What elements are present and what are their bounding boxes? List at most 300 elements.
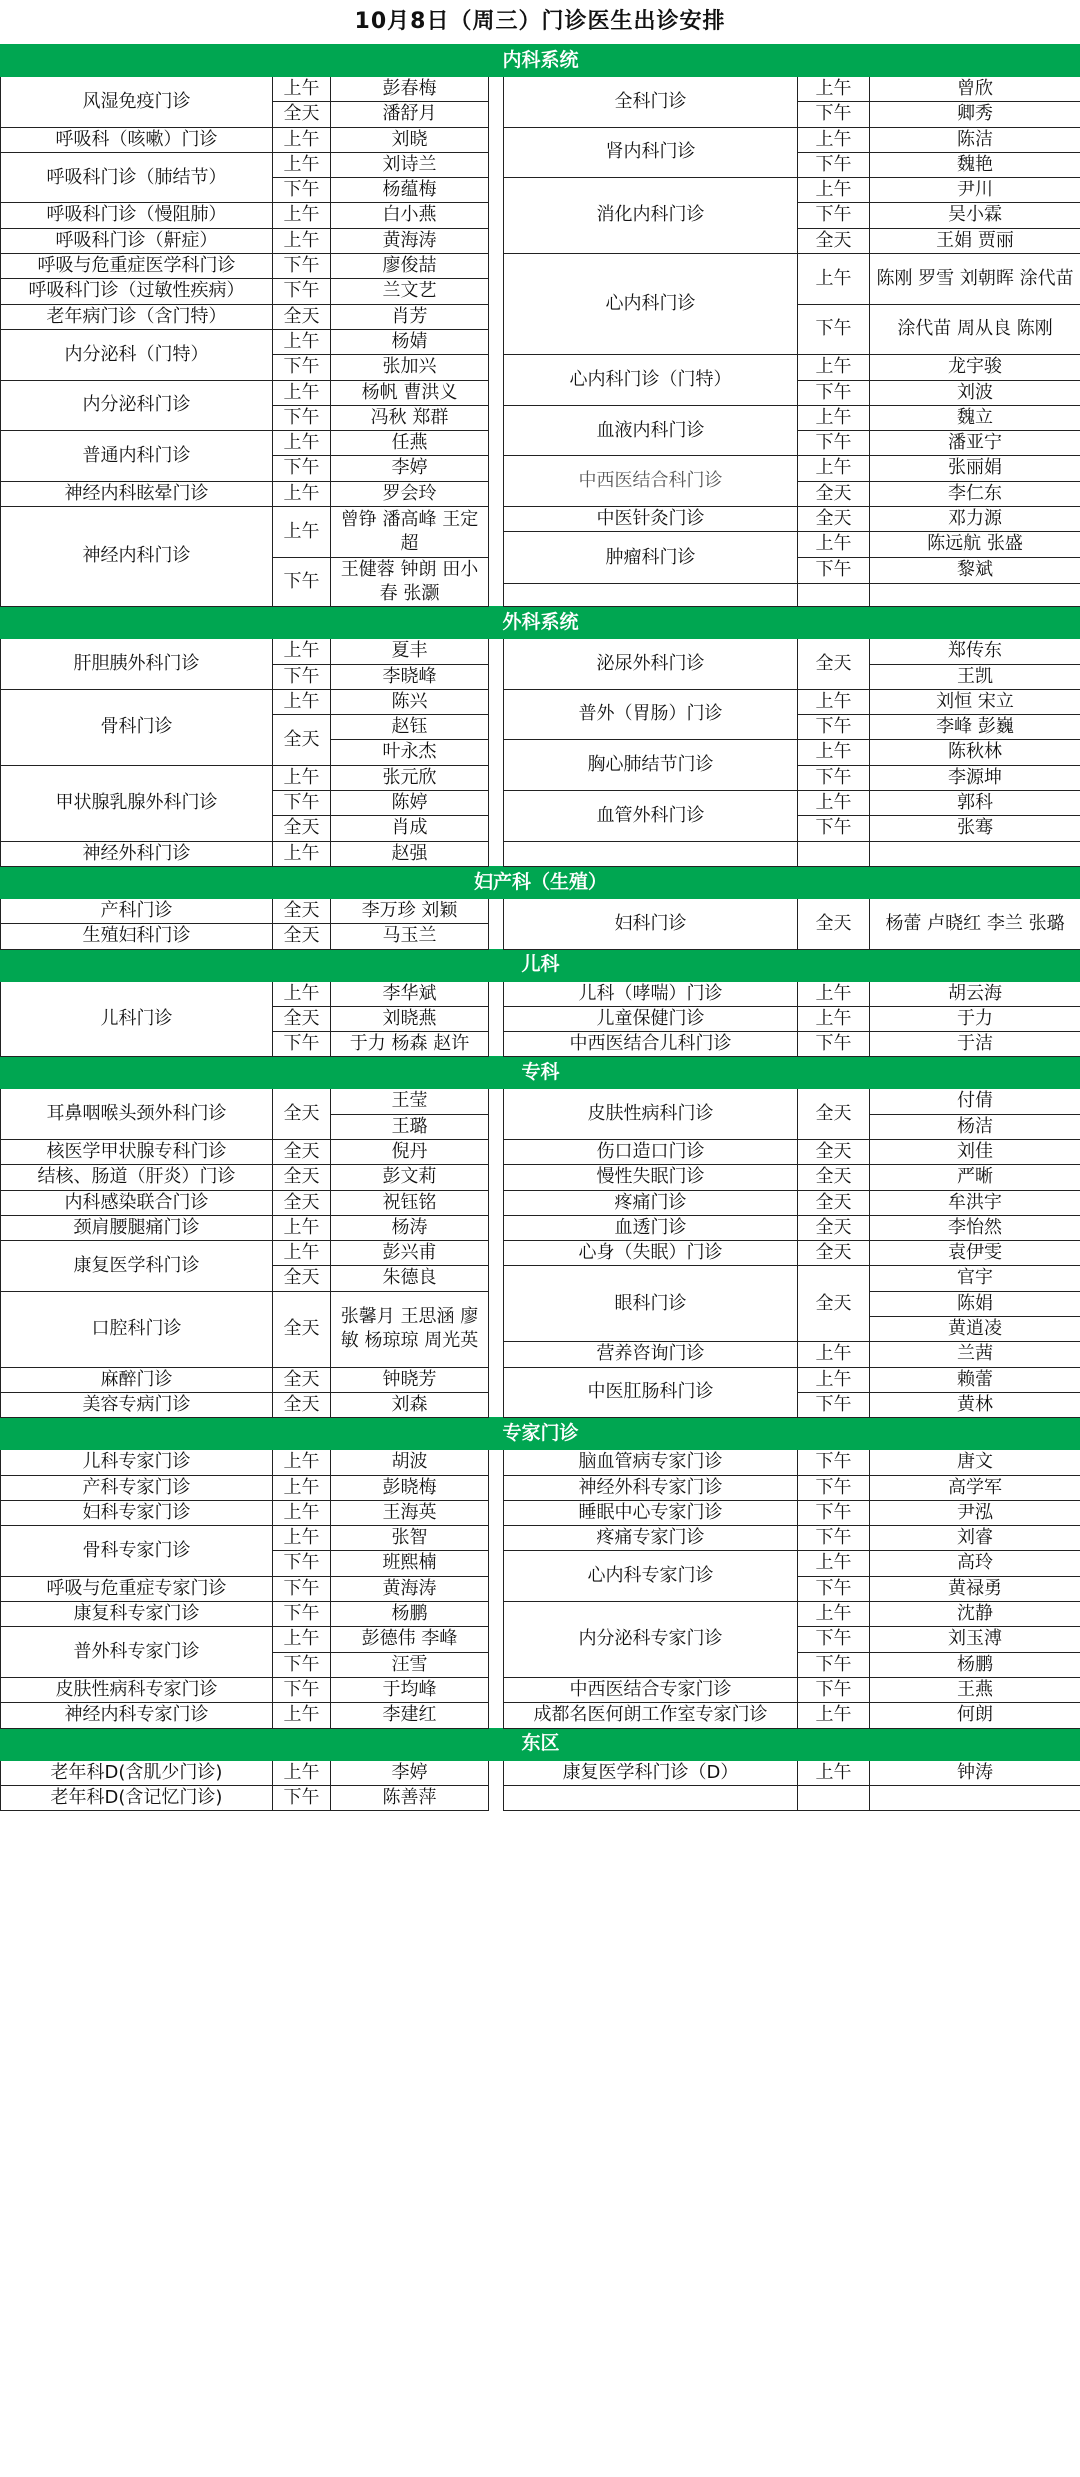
doctor-names: 尹川 <box>870 178 1080 203</box>
clinic-name: 成都名医何朗工作室专家门诊 <box>504 1703 798 1728</box>
section-header <box>1 1418 1080 1450</box>
time-slot: 上午 <box>798 254 870 305</box>
doctor-names: 邓力源 <box>870 507 1080 532</box>
time-slot: 上午 <box>798 1006 870 1031</box>
doctor-names: 任燕 <box>331 431 489 456</box>
section-title: 东区 <box>1 1728 1080 1760</box>
doctor-names: 祝钰铭 <box>331 1190 489 1215</box>
doctor-names: 张丽娟 <box>870 456 1080 481</box>
time-slot: 全天 <box>273 1392 331 1417</box>
section-header <box>1 1057 1080 1089</box>
doctor-names: 刘诗兰 <box>331 152 489 177</box>
doctor-names: 彭春梅 <box>331 77 489 102</box>
table-row <box>1 1602 1080 1627</box>
doctor-names: 李峰 彭巍 <box>870 715 1080 740</box>
doctor-names: 黄禄勇 <box>870 1576 1080 1601</box>
clinic-name: 全科门诊 <box>504 77 798 128</box>
clinic-name: 呼吸科门诊（鼾症） <box>1 228 273 253</box>
clinic-name: 内分泌科门诊 <box>1 380 273 431</box>
doctor-names: 郭科 <box>870 791 1080 816</box>
time-slot: 上午 <box>798 1760 870 1785</box>
doctor-names: 陈婷 <box>331 791 489 816</box>
time-slot: 上午 <box>273 765 331 790</box>
time-slot: 全天 <box>273 102 331 127</box>
section-header <box>1 949 1080 981</box>
time-slot: 上午 <box>273 1450 331 1475</box>
doctor-names: 杨涛 <box>331 1215 489 1240</box>
clinic-name: 中西医结合专家门诊 <box>504 1677 798 1702</box>
table-row <box>1 1367 1080 1392</box>
time-slot: 全天 <box>798 1215 870 1240</box>
clinic-name: 普外（胃肠）门诊 <box>504 689 798 740</box>
time-slot: 全天 <box>798 228 870 253</box>
time-slot: 下午 <box>798 1652 870 1677</box>
time-slot: 上午 <box>798 1367 870 1392</box>
table-row <box>1 1677 1080 1702</box>
clinic-name: 儿科（哮喘）门诊 <box>504 981 798 1006</box>
clinic-name: 风湿免疫门诊 <box>1 77 273 128</box>
doctor-names: 刘睿 <box>870 1526 1080 1551</box>
doctor-names: 吴小霖 <box>870 203 1080 228</box>
clinic-name: 麻醉门诊 <box>1 1367 273 1392</box>
section-header <box>1 45 1080 77</box>
clinic-name: 呼吸科（咳嗽）门诊 <box>1 127 273 152</box>
section-header <box>1 866 1080 898</box>
doctor-names: 王娟 贾丽 <box>870 228 1080 253</box>
time-slot: 下午 <box>798 1475 870 1500</box>
doctor-names: 罗会玲 <box>331 481 489 506</box>
time-slot: 上午 <box>798 791 870 816</box>
doctor-names: 于力 <box>870 1006 1080 1031</box>
time-slot: 全天 <box>798 1266 870 1342</box>
time-slot: 下午 <box>273 1785 331 1810</box>
time-slot: 上午 <box>273 481 331 506</box>
time-slot: 上午 <box>273 152 331 177</box>
doctor-names: 肖成 <box>331 816 489 841</box>
time-slot: 下午 <box>798 816 870 841</box>
doctor-names: 李婷 <box>331 456 489 481</box>
section-title: 内科系统 <box>1 45 1080 77</box>
doctor-names: 李婷 <box>331 1760 489 1785</box>
clinic-name <box>504 841 798 866</box>
time-slot: 下午 <box>273 1551 331 1576</box>
doctor-names: 钟涛 <box>870 1760 1080 1785</box>
doctor-names: 刘森 <box>331 1392 489 1417</box>
clinic-name: 睡眠中心专家门诊 <box>504 1500 798 1525</box>
time-slot: 全天 <box>273 1291 331 1367</box>
time-slot: 上午 <box>273 77 331 102</box>
clinic-name: 核医学甲状腺专科门诊 <box>1 1139 273 1164</box>
section-header <box>1 1728 1080 1760</box>
doctor-names: 李仁东 <box>870 481 1080 506</box>
doctor-names: 曾欣 <box>870 77 1080 102</box>
doctor-names: 魏立 <box>870 405 1080 430</box>
time-slot: 全天 <box>273 1139 331 1164</box>
doctor-names: 倪丹 <box>331 1139 489 1164</box>
clinic-name: 耳鼻咽喉头颈外科门诊 <box>1 1089 273 1140</box>
doctor-names: 刘晓 <box>331 127 489 152</box>
doctor-names: 杨鹏 <box>870 1652 1080 1677</box>
doctor-names: 袁伊雯 <box>870 1241 1080 1266</box>
time-slot: 下午 <box>273 178 331 203</box>
time-slot: 上午 <box>273 1500 331 1525</box>
doctor-names: 胡波 <box>331 1450 489 1475</box>
clinic-name: 血液内科门诊 <box>504 405 798 456</box>
clinic-name <box>504 1785 798 1810</box>
clinic-name: 生殖妇科门诊 <box>1 924 273 949</box>
column-separator <box>489 77 504 607</box>
time-slot: 全天 <box>798 481 870 506</box>
doctor-names: 潘舒月 <box>331 102 489 127</box>
doctor-names: 唐文 <box>870 1450 1080 1475</box>
doctor-names: 朱德良 <box>331 1266 489 1291</box>
clinic-name: 肾内科门诊 <box>504 127 798 178</box>
table-row <box>1 981 1080 1006</box>
doctor-names: 张智 <box>331 1526 489 1551</box>
doctor-names: 胡云海 <box>870 981 1080 1006</box>
clinic-name: 中医肛肠科门诊 <box>504 1367 798 1418</box>
time-slot: 上午 <box>798 77 870 102</box>
time-slot: 下午 <box>273 355 331 380</box>
table-row <box>1 1760 1080 1785</box>
clinic-name: 中西医结合儿科门诊 <box>504 1032 798 1057</box>
table-row <box>1 507 1080 532</box>
time-slot: 上午 <box>798 1703 870 1728</box>
doctor-names: 李建红 <box>331 1703 489 1728</box>
time-slot: 全天 <box>273 1089 331 1140</box>
clinic-name: 美容专病门诊 <box>1 1392 273 1417</box>
time-slot: 上午 <box>273 1475 331 1500</box>
clinic-name: 康复医学科门诊 <box>1 1241 273 1292</box>
doctor-names: 陈刚 罗雪 刘朝晖 涂代苗 <box>870 254 1080 305</box>
doctor-names: 班熙楠 <box>331 1551 489 1576</box>
clinic-name: 老年科D(含肌少门诊) <box>1 1760 273 1785</box>
doctor-names: 兰文艺 <box>331 279 489 304</box>
time-slot: 上午 <box>273 639 331 664</box>
doctor-names: 杨蕴梅 <box>331 178 489 203</box>
doctor-names <box>870 841 1080 866</box>
clinic-name: 皮肤性病科专家门诊 <box>1 1677 273 1702</box>
table-row <box>1 1089 1080 1114</box>
time-slot: 下午 <box>798 1032 870 1057</box>
doctor-names: 黄海涛 <box>331 228 489 253</box>
clinic-name: 内科感染联合门诊 <box>1 1190 273 1215</box>
doctor-names: 黄海涛 <box>331 1576 489 1601</box>
time-slot: 全天 <box>798 1139 870 1164</box>
clinic-name: 老年科D(含记忆门诊) <box>1 1785 273 1810</box>
time-slot: 上午 <box>798 355 870 380</box>
time-slot: 上午 <box>273 1760 331 1785</box>
time-slot: 上午 <box>273 127 331 152</box>
table-row <box>1 639 1080 664</box>
doctor-names: 杨帆 曹洪义 <box>331 380 489 405</box>
time-slot: 下午 <box>273 405 331 430</box>
time-slot: 下午 <box>798 1450 870 1475</box>
clinic-name: 康复医学科门诊（D） <box>504 1760 798 1785</box>
time-slot: 上午 <box>798 456 870 481</box>
time-slot: 上午 <box>798 127 870 152</box>
table-row <box>1 1215 1080 1240</box>
table-row <box>1 841 1080 866</box>
time-slot: 全天 <box>798 1190 870 1215</box>
time-slot: 上午 <box>798 1602 870 1627</box>
time-slot: 上午 <box>798 740 870 765</box>
time-slot: 下午 <box>273 254 331 279</box>
time-slot: 上午 <box>273 1703 331 1728</box>
doctor-names: 官宇 <box>870 1266 1080 1291</box>
time-slot: 上午 <box>798 1551 870 1576</box>
time-slot: 下午 <box>273 1602 331 1627</box>
table-row <box>1 1139 1080 1164</box>
time-slot: 上午 <box>273 1526 331 1551</box>
time-slot: 全天 <box>273 1006 331 1031</box>
time-slot: 全天 <box>273 924 331 949</box>
clinic-name: 疼痛专家门诊 <box>504 1526 798 1551</box>
time-slot: 上午 <box>273 1215 331 1240</box>
time-slot: 上午 <box>273 981 331 1006</box>
table-row <box>1 689 1080 714</box>
section-title: 妇产科（生殖） <box>1 866 1080 898</box>
section-title: 外科系统 <box>1 607 1080 639</box>
table-row <box>1 127 1080 152</box>
time-slot: 下午 <box>273 1032 331 1057</box>
time-slot: 全天 <box>273 304 331 329</box>
time-slot: 上午 <box>273 203 331 228</box>
doctor-names: 魏艳 <box>870 152 1080 177</box>
time-slot: 上午 <box>273 689 331 714</box>
time-slot: 全天 <box>273 1165 331 1190</box>
doctor-names: 刘佳 <box>870 1139 1080 1164</box>
doctor-names: 王莹 <box>331 1089 489 1114</box>
time-slot: 全天 <box>273 1266 331 1291</box>
table-row <box>1 1500 1080 1525</box>
clinic-name: 颈肩腰腿痛门诊 <box>1 1215 273 1240</box>
time-slot: 全天 <box>798 639 870 690</box>
doctor-names: 何朗 <box>870 1703 1080 1728</box>
doctor-names: 李万珍 刘颖 <box>331 898 489 923</box>
clinic-name: 普通内科门诊 <box>1 431 273 482</box>
clinic-name: 肝胆胰外科门诊 <box>1 639 273 690</box>
doctor-names: 潘亚宁 <box>870 431 1080 456</box>
doctor-names: 王健蓉 钟朗 田小春 张灏 <box>331 557 489 607</box>
clinic-name: 血管外科门诊 <box>504 791 798 842</box>
doctor-names: 王凯 <box>870 664 1080 689</box>
clinic-name: 呼吸科门诊（肺结节） <box>1 152 273 203</box>
time-slot: 全天 <box>798 1089 870 1140</box>
doctor-names: 陈善萍 <box>331 1785 489 1810</box>
clinic-name: 皮肤性病科门诊 <box>504 1089 798 1140</box>
clinic-name: 妇科门诊 <box>504 898 798 949</box>
column-separator <box>489 639 504 867</box>
doctor-names: 严晰 <box>870 1165 1080 1190</box>
doctor-names: 郑传东 <box>870 639 1080 664</box>
clinic-name: 骨科专家门诊 <box>1 1526 273 1577</box>
doctor-names: 杨洁 <box>870 1114 1080 1139</box>
doctor-names: 钟晓芳 <box>331 1367 489 1392</box>
clinic-name: 营养咨询门诊 <box>504 1342 798 1367</box>
doctor-names: 廖俊喆 <box>331 254 489 279</box>
time-slot: 下午 <box>273 1576 331 1601</box>
time-slot: 下午 <box>798 102 870 127</box>
clinic-name: 神经外科专家门诊 <box>504 1475 798 1500</box>
section-title: 儿科 <box>1 949 1080 981</box>
clinic-name: 呼吸科门诊（慢阻肺） <box>1 203 273 228</box>
column-separator <box>489 1089 504 1418</box>
clinic-name: 神经内科眩晕门诊 <box>1 481 273 506</box>
doctor-names: 兰茜 <box>870 1342 1080 1367</box>
doctor-names: 陈秋林 <box>870 740 1080 765</box>
doctor-names: 汪雪 <box>331 1652 489 1677</box>
time-slot: 下午 <box>798 152 870 177</box>
time-slot: 上午 <box>798 689 870 714</box>
clinic-name: 儿科门诊 <box>1 981 273 1057</box>
time-slot: 下午 <box>798 380 870 405</box>
doctor-names <box>870 584 1080 607</box>
time-slot: 全天 <box>273 1190 331 1215</box>
doctor-names: 冯秋 郑群 <box>331 405 489 430</box>
clinic-name: 胸心肺结节门诊 <box>504 740 798 791</box>
doctor-names: 高学军 <box>870 1475 1080 1500</box>
doctor-names: 叶永杰 <box>331 740 489 765</box>
doctor-names: 沈静 <box>870 1602 1080 1627</box>
doctor-names: 彭兴甫 <box>331 1241 489 1266</box>
time-slot: 下午 <box>798 557 870 584</box>
time-slot: 上午 <box>798 532 870 557</box>
table-row <box>1 1475 1080 1500</box>
clinic-name: 呼吸与危重症专家门诊 <box>1 1576 273 1601</box>
clinic-name: 心内科门诊 <box>504 254 798 355</box>
doctor-names: 李怡然 <box>870 1215 1080 1240</box>
doctor-names: 王海英 <box>331 1500 489 1525</box>
time-slot: 下午 <box>273 1652 331 1677</box>
time-slot: 全天 <box>798 1165 870 1190</box>
time-slot: 下午 <box>273 1677 331 1702</box>
doctor-names: 李华斌 <box>331 981 489 1006</box>
time-slot: 下午 <box>273 279 331 304</box>
doctor-names: 刘玉溥 <box>870 1627 1080 1652</box>
doctor-names: 王璐 <box>331 1114 489 1139</box>
time-slot: 下午 <box>798 203 870 228</box>
doctor-names: 付倩 <box>870 1089 1080 1114</box>
clinic-name: 眼科门诊 <box>504 1266 798 1342</box>
doctor-names: 李源坤 <box>870 765 1080 790</box>
time-slot: 全天 <box>273 816 331 841</box>
table-row <box>1 1785 1080 1810</box>
time-slot: 上午 <box>273 1627 331 1652</box>
time-slot: 下午 <box>798 1627 870 1652</box>
doctor-names: 彭德伟 李峰 <box>331 1627 489 1652</box>
time-slot: 全天 <box>798 898 870 949</box>
doctor-names: 陈兴 <box>331 689 489 714</box>
clinic-name: 慢性失眠门诊 <box>504 1165 798 1190</box>
time-slot: 下午 <box>273 456 331 481</box>
doctor-names: 杨蕾 卢晓红 李兰 张璐 <box>870 898 1080 949</box>
doctor-names: 黄林 <box>870 1392 1080 1417</box>
column-separator <box>489 1760 504 1811</box>
clinic-name: 儿童保健门诊 <box>504 1006 798 1031</box>
time-slot <box>798 841 870 866</box>
time-slot: 下午 <box>798 1526 870 1551</box>
doctor-names: 赵强 <box>331 841 489 866</box>
doctor-names: 王燕 <box>870 1677 1080 1702</box>
column-separator <box>489 898 504 949</box>
section-title: 专科 <box>1 1057 1080 1089</box>
doctor-names: 张骞 <box>870 816 1080 841</box>
time-slot: 下午 <box>798 304 870 355</box>
time-slot: 下午 <box>273 664 331 689</box>
doctor-names: 刘恒 宋立 <box>870 689 1080 714</box>
section-title: 专家门诊 <box>1 1418 1080 1450</box>
time-slot <box>798 1785 870 1810</box>
time-slot: 下午 <box>798 765 870 790</box>
table-row <box>1 1241 1080 1266</box>
time-slot: 上午 <box>798 178 870 203</box>
doctor-names: 高玲 <box>870 1551 1080 1576</box>
clinic-name: 甲状腺乳腺外科门诊 <box>1 765 273 841</box>
clinic-name: 儿科专家门诊 <box>1 1450 273 1475</box>
clinic-name: 结核、肠道（肝炎）门诊 <box>1 1165 273 1190</box>
clinic-name: 骨科门诊 <box>1 689 273 765</box>
clinic-name: 内分泌科专家门诊 <box>504 1602 798 1678</box>
clinic-name: 血透门诊 <box>504 1215 798 1240</box>
time-slot: 下午 <box>798 1677 870 1702</box>
time-slot: 下午 <box>273 557 331 607</box>
clinic-name: 脑血管病专家门诊 <box>504 1450 798 1475</box>
time-slot: 下午 <box>798 1392 870 1417</box>
doctor-names: 于力 杨森 赵许 <box>331 1032 489 1057</box>
table-row <box>1 1450 1080 1475</box>
time-slot: 上午 <box>798 981 870 1006</box>
clinic-name: 伤口造口门诊 <box>504 1139 798 1164</box>
doctor-names: 彭晓梅 <box>331 1475 489 1500</box>
table-row <box>1 1190 1080 1215</box>
clinic-name: 疼痛门诊 <box>504 1190 798 1215</box>
table-row <box>1 1703 1080 1728</box>
clinic-name <box>504 584 798 607</box>
clinic-name: 口腔科门诊 <box>1 1291 273 1367</box>
clinic-name: 妇科专家门诊 <box>1 1500 273 1525</box>
doctor-names: 赖蕾 <box>870 1367 1080 1392</box>
time-slot: 下午 <box>798 1576 870 1601</box>
doctor-names: 张加兴 <box>331 355 489 380</box>
clinic-name: 中西医结合科门诊 <box>504 456 798 507</box>
clinic-name: 呼吸与危重症医学科门诊 <box>1 254 273 279</box>
clinic-name: 肿瘤科门诊 <box>504 532 798 584</box>
time-slot: 上午 <box>273 431 331 456</box>
table-row <box>1 898 1080 923</box>
time-slot: 下午 <box>798 1500 870 1525</box>
doctor-names: 曾铮 潘高峰 王定超 <box>331 507 489 558</box>
doctor-names: 牟洪宇 <box>870 1190 1080 1215</box>
time-slot: 上午 <box>273 228 331 253</box>
time-slot: 上午 <box>273 380 331 405</box>
time-slot: 下午 <box>798 715 870 740</box>
doctor-names: 杨鹏 <box>331 1602 489 1627</box>
time-slot: 上午 <box>798 405 870 430</box>
clinic-name: 泌尿外科门诊 <box>504 639 798 690</box>
doctor-names: 刘晓燕 <box>331 1006 489 1031</box>
time-slot: 下午 <box>273 791 331 816</box>
doctor-names: 马玉兰 <box>331 924 489 949</box>
clinic-name: 神经内科专家门诊 <box>1 1703 273 1728</box>
doctor-names: 李晓峰 <box>331 664 489 689</box>
doctor-names: 尹泓 <box>870 1500 1080 1525</box>
doctor-names: 黄逍凌 <box>870 1317 1080 1342</box>
time-slot: 全天 <box>798 1241 870 1266</box>
page-title: 10月8日（周三）门诊医生出诊安排 <box>354 9 726 34</box>
time-slot: 下午 <box>798 431 870 456</box>
table-row <box>1 254 1080 279</box>
